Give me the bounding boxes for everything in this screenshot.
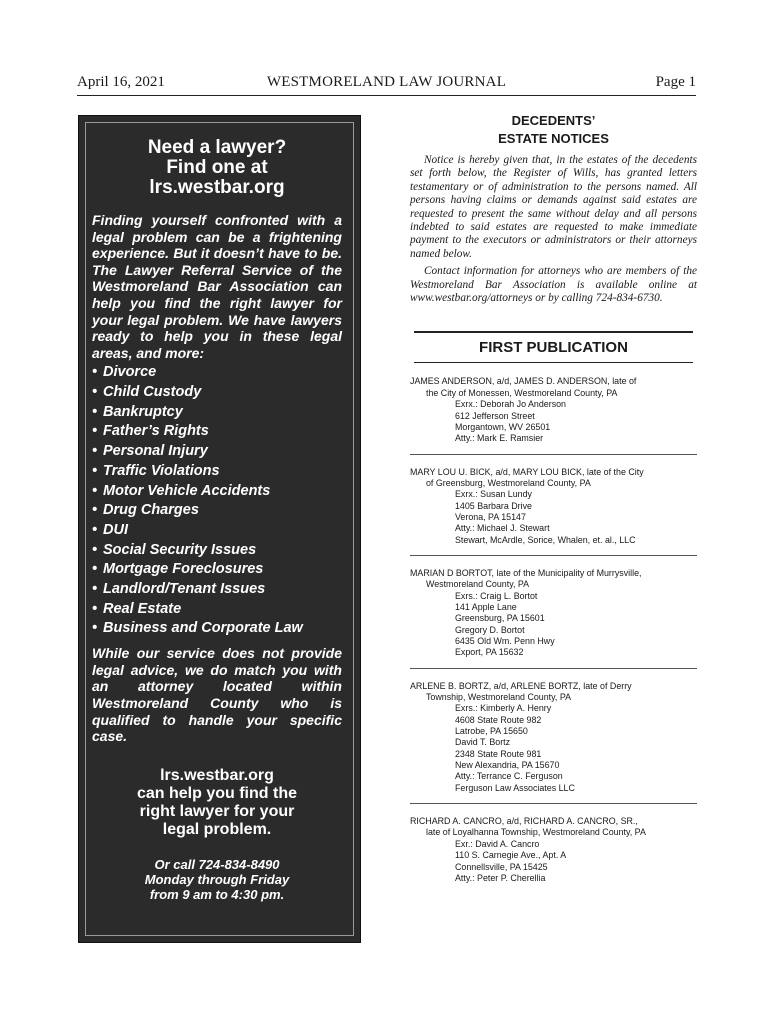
estate-detail-line: Exrx.: Susan Lundy — [455, 489, 532, 500]
list-item: • Business and Corporate Law — [92, 620, 303, 637]
estate-separator — [410, 803, 697, 804]
estate-detail-line: 110 S. Carnegie Ave., Apt. A — [455, 850, 567, 861]
estate-detail-line: David T. Bortz — [455, 737, 511, 748]
estate-list — [410, 376, 697, 884]
estate-detail-line: Exrs.: Craig L. Bortot — [455, 590, 538, 601]
estate-entry — [410, 816, 697, 884]
ad-hours-line: from 9 am to 4:30 pm. — [149, 886, 285, 902]
estate-decedent: ARLENE B. BORTZ, a/d, ARLENE BORTZ, late of Derry — [410, 680, 632, 691]
notice-paragraph: Notice is hereby given that, in the estates of the decedents set forth below, the Register of Wills, has granted letters testamentary or of administration to the persons named. All persons having claims or demands against said estates are requested to present the same without delay and all persons indebted to said estates are requested to make immediate payment to the executors or administrators or their attorneys named below. — [410, 154, 697, 260]
estate-entry — [410, 681, 697, 794]
ad-cta-line: legal problem. — [162, 820, 272, 838]
estate-residence: of Greensburg, Westmoreland County, PA — [426, 477, 591, 488]
ad-headline-url: lrs.westbar.org — [149, 177, 285, 198]
page-number: Page 1 — [655, 74, 696, 90]
estate-residence: late of Loyalhanna Township, Westmoreland County, PA — [426, 827, 646, 838]
estate-detail-line: Exrs.: Kimberly A. Henry — [455, 703, 552, 714]
estate-decedent: RICHARD A. CANCRO, a/d, RICHARD A. CANCRO, SR., — [410, 816, 638, 827]
estate-detail-line: 6435 Old Wm. Penn Hwy — [455, 636, 555, 646]
estate-detail-line: Atty.: Terrance C. Ferguson — [455, 771, 563, 782]
list-item: • Personal Injury — [92, 443, 208, 460]
estate-detail-line: 2348 State Route 981 — [455, 748, 542, 759]
ad-intro: Finding yourself confronted with a legal problem can be a frightening experience. But it doesn’t have to be. The Lawyer Referral Service of the Westmoreland Bar Association can help you find the right lawyer for your legal problem. We have lawyers ready to help you in these legal areas, and more: — [92, 212, 342, 361]
ad-cta-url: lrs.westbar.org — [160, 766, 274, 784]
list-item: • Real Estate — [92, 600, 182, 617]
list-item: • Child Custody — [92, 384, 202, 401]
ad-headline — [92, 138, 342, 198]
list-item: • Mortgage Foreclosures — [92, 561, 264, 578]
list-item: • Bankruptcy — [92, 403, 183, 420]
notices-heading: DECEDENTS’ ESTATE NOTICES — [498, 113, 609, 146]
estate-detail-line: 612 Jefferson Street — [455, 410, 535, 421]
estate-decedent: MARIAN D BORTOT, late of the Municipality of Murrysville, — [410, 567, 642, 578]
section-title: FIRST PUBLICATION — [479, 339, 628, 357]
estate-detail-line: Greensburg, PA 15601 — [455, 613, 545, 624]
ad-phone-line: Or call 724-834-8490 — [154, 856, 280, 872]
ad-disclaimer: While our service does not provide legal advice, we do match you with an attorney located within Westmoreland County who is qualified to handle your specific case. — [92, 645, 342, 745]
journal-title: WESTMORELAND LAW JOURNAL — [266, 74, 507, 90]
estate-detail-line: Connellsville, PA 15425 — [455, 861, 548, 872]
list-item: • DUI — [92, 521, 128, 538]
list-item: • Drug Charges — [92, 502, 199, 519]
estate-residence: Westmoreland County, PA — [426, 579, 530, 590]
list-item: • Divorce — [92, 364, 157, 381]
estate-decedent: JAMES ANDERSON, a/d, JAMES D. ANDERSON, late of — [410, 376, 637, 387]
estate-residence: Township, Westmoreland County, PA — [426, 692, 572, 703]
ad-headline-line: Find one at — [166, 157, 268, 178]
estate-detail-line: Morgantown, WV 26501 — [455, 421, 551, 432]
estate-separator — [410, 454, 697, 455]
contact-paragraph: Contact information for attorneys who are members of the Westmoreland Bar Association is available online at www.westbar.org/attorneys or by calling 724-834-6730. — [410, 265, 697, 305]
ad-cta-line: right lawyer for your — [139, 802, 295, 820]
estate-detail-line: Atty.: Mark E. Ramsier — [455, 433, 544, 444]
list-item: • Traffic Violations — [92, 462, 220, 479]
estate-detail-line: 4608 State Route 982 — [455, 714, 542, 725]
estate-entry — [410, 568, 697, 659]
estate-separator — [410, 555, 697, 556]
masthead — [77, 74, 696, 96]
estate-detail-line: Stewart, McArdle, Sorice, Whalen, et. al., LLC — [455, 534, 636, 545]
estate-detail-line: Exrx.: Deborah Jo Anderson — [455, 399, 566, 410]
estate-separator — [410, 668, 697, 669]
ad-headline-line: Need a lawyer? — [147, 137, 287, 158]
estate-detail-line: Exr.: David A. Cancro — [455, 838, 540, 849]
estate-detail-line: Verona, PA 15147 — [455, 511, 526, 522]
estate-entry — [410, 376, 697, 444]
list-item: • Motor Vehicle Accidents — [92, 482, 271, 499]
ad-hours-line: Monday through Friday — [144, 871, 290, 887]
ad-cta-line: can help you find the — [136, 784, 297, 802]
estate-detail-line: Latrobe, PA 15650 — [455, 726, 528, 737]
notices-column — [410, 112, 697, 884]
estate-detail-line: Export, PA 15632 — [455, 647, 524, 658]
estate-residence: the City of Monessen, Westmoreland County, PA — [426, 387, 618, 398]
estate-detail-line: Atty.: Michael J. Stewart — [455, 523, 550, 534]
issue-date: April 16, 2021 — [77, 74, 165, 90]
estate-detail-line: Gregory D. Bortot — [455, 624, 525, 635]
estate-detail-line: 141 Apple Lane — [455, 601, 517, 612]
list-item: • Social Security Issues — [92, 541, 257, 558]
legal-areas-list — [92, 363, 342, 639]
ad-content — [92, 138, 342, 902]
ad-phone-info — [92, 857, 342, 902]
estate-detail-line: New Alexandria, PA 15670 — [455, 760, 560, 771]
section-rule — [414, 331, 693, 333]
section-rule — [414, 362, 693, 363]
list-item: • Father’s Rights — [92, 423, 209, 440]
masthead-rule — [77, 95, 696, 96]
estate-detail-line: Ferguson Law Associates LLC — [455, 782, 575, 793]
estate-detail-line: Atty.: Peter P. Cherellia — [455, 872, 546, 883]
ad-call-to-action — [92, 767, 342, 839]
estate-entry — [410, 467, 697, 546]
estate-detail-line: 1405 Barbara Drive — [455, 500, 532, 511]
list-item: • Landlord/Tenant Issues — [92, 581, 266, 598]
estate-decedent: MARY LOU U. BICK, a/d, MARY LOU BICK, late of the City — [410, 466, 644, 477]
